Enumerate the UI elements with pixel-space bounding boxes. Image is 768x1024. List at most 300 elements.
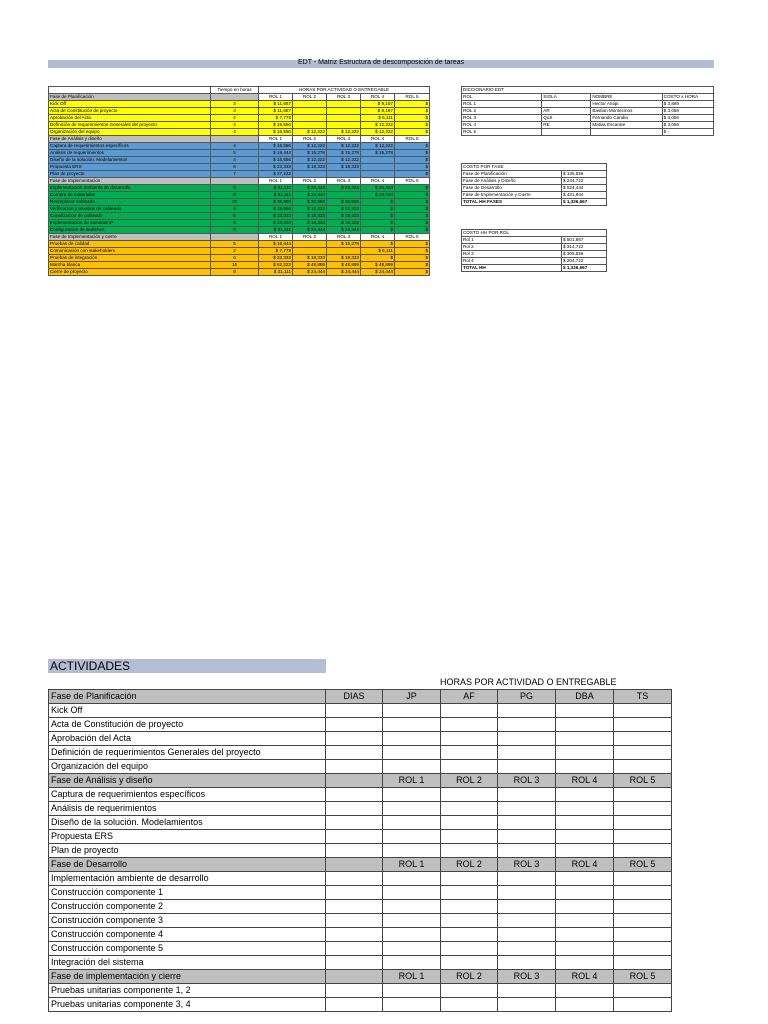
edt-role-header: ROL 2 bbox=[293, 234, 327, 241]
actividades-cell bbox=[383, 900, 441, 914]
edt-task-row bbox=[49, 220, 430, 227]
edt-cost-cell: $ bbox=[395, 143, 430, 150]
costo_fase-label: Fase de Análisis y Diseño bbox=[462, 178, 562, 185]
actividades-cell bbox=[326, 704, 383, 718]
actividades-cell bbox=[326, 998, 383, 1012]
actividades-role-header: ROL 2 bbox=[441, 858, 498, 872]
actividades-cell bbox=[441, 704, 498, 718]
actividades-cell bbox=[326, 774, 383, 788]
actividades-role-header: ROL 4 bbox=[556, 858, 614, 872]
edt-role-header: ROL 3 bbox=[327, 178, 361, 185]
actividades-role-header: ROL 2 bbox=[441, 970, 498, 984]
edt-task-hours: 2 bbox=[211, 248, 259, 255]
edt-cost-cell: $ 27,222 bbox=[259, 171, 293, 178]
actividades-row bbox=[49, 886, 672, 900]
actividades-task-name: Aprobación del Acta bbox=[49, 732, 326, 746]
edt-cost-cell: $ bbox=[395, 213, 430, 220]
edt-task-hours: 2 bbox=[211, 115, 259, 122]
actividades-row bbox=[49, 998, 672, 1012]
edt-role-header: ROL 5 bbox=[395, 136, 430, 143]
edt-task-hours: 7 bbox=[211, 171, 259, 178]
actividades-cell bbox=[614, 956, 672, 970]
edt-phase-name: Fase de Análisis y diseño bbox=[49, 136, 211, 143]
edt-task-hours: 8 bbox=[211, 269, 259, 276]
actividades-row bbox=[49, 830, 672, 844]
actividades-task-name: Construcción componente 2 bbox=[49, 900, 326, 914]
edt-cost-cell: $ 15,556 bbox=[259, 143, 293, 150]
edt-cost-cell: $ 12,222 bbox=[327, 129, 361, 136]
edt-cost-cell: $ bbox=[395, 206, 430, 213]
actividades-cell bbox=[498, 788, 556, 802]
edt-task-row bbox=[49, 269, 430, 276]
edt-matrix-table bbox=[48, 86, 430, 276]
diccionario-sigla bbox=[542, 129, 591, 136]
actividades-task-name: Organización del equipo bbox=[49, 760, 326, 774]
actividades-cell bbox=[614, 718, 672, 732]
actividades-row bbox=[49, 928, 672, 942]
edt-task-row bbox=[49, 143, 430, 150]
actividades-cell bbox=[498, 886, 556, 900]
edt-cost-cell: $ 24,444 bbox=[293, 227, 327, 234]
edt-task-name: Kick Off bbox=[49, 101, 211, 108]
diccionario-costo: $ - bbox=[662, 129, 713, 136]
actividades-row bbox=[49, 942, 672, 956]
edt-cost-cell: $ 18,333 bbox=[293, 164, 327, 171]
actividades-cell bbox=[556, 830, 614, 844]
edt-task-row bbox=[49, 164, 430, 171]
actividades-cell bbox=[383, 746, 441, 760]
edt-header-row bbox=[49, 87, 430, 94]
edt-cost-cell: $ 48,889 bbox=[361, 262, 395, 269]
actividades-cell bbox=[614, 914, 672, 928]
edt-phase-row bbox=[49, 136, 430, 143]
actividades-cell bbox=[614, 732, 672, 746]
edt-task-hours: 6 bbox=[211, 220, 259, 227]
edt-phase-row bbox=[49, 234, 430, 241]
edt-task-row bbox=[49, 262, 430, 269]
edt-task-name: Acta de Constitución de proyecto bbox=[49, 108, 211, 115]
edt-task-row bbox=[49, 199, 430, 206]
actividades-cell bbox=[383, 760, 441, 774]
edt-cost-cell: $ 24,444 bbox=[361, 192, 395, 199]
edt-task-name: Plan de proyecto bbox=[49, 171, 211, 178]
edt-role-header: ROL 2 bbox=[293, 94, 327, 101]
edt-task-hours: 3 bbox=[211, 101, 259, 108]
edt-cost-cell: $ 24,444 bbox=[327, 227, 361, 234]
edt-role-header: ROL 4 bbox=[361, 234, 395, 241]
actividades-cell bbox=[441, 914, 498, 928]
edt-cost-cell: $ 12,222 bbox=[361, 122, 395, 129]
actividades-cell bbox=[326, 928, 383, 942]
edt-cost-cell: $ 7,778 bbox=[259, 115, 293, 122]
edt-phase-name: Fase de Implementacion bbox=[49, 178, 211, 185]
edt-cost-cell: $ 30,556 bbox=[327, 199, 361, 206]
diccionario-row bbox=[462, 129, 714, 136]
edt-cost-cell: $ 9,167 bbox=[361, 108, 395, 115]
actividades-cell bbox=[326, 914, 383, 928]
costo_rol-value: $ 204,722 bbox=[562, 258, 607, 265]
actividades-cell bbox=[614, 872, 672, 886]
edt-cost-cell: $ bbox=[395, 248, 430, 255]
actividades-cell bbox=[441, 886, 498, 900]
edt-cost-cell: $ 18,333 bbox=[327, 255, 361, 262]
edt-cost-cell: $ bbox=[395, 157, 430, 164]
edt-cost-cell: $ 12,222 bbox=[293, 143, 327, 150]
actividades-cell bbox=[383, 704, 441, 718]
edt-role-header: ROL 5 bbox=[395, 178, 430, 185]
actividades-row bbox=[49, 718, 672, 732]
diccionario-row bbox=[462, 115, 714, 122]
costo_fase-value: $ 135,556 bbox=[562, 171, 607, 178]
actividades-cell bbox=[614, 998, 672, 1012]
actividades-cell bbox=[498, 746, 556, 760]
edt-task-row bbox=[49, 213, 430, 220]
diccionario-rol: ROL 3 bbox=[462, 115, 542, 122]
actividades-cell bbox=[614, 704, 672, 718]
edt-cost-cell: $ bbox=[395, 115, 430, 122]
edt-cost-cell bbox=[327, 108, 361, 115]
actividades-cell bbox=[441, 802, 498, 816]
edt-task-hours: 4 bbox=[211, 157, 259, 164]
actividades-task-name: Pruebas unitarias componente 3, 4 bbox=[49, 998, 326, 1012]
actividades-task-name: Acta de Constitución de proyecto bbox=[49, 718, 326, 732]
edt-cost-cell: $ 12,222 bbox=[361, 143, 395, 150]
diccionario-nombre: Hector Antipi bbox=[591, 101, 662, 108]
actividades-cell bbox=[614, 788, 672, 802]
actividades-cell bbox=[326, 760, 383, 774]
actividades-horas-header: HORAS POR ACTIVIDAD O ENTREGABLE bbox=[440, 677, 617, 687]
actividades-cell bbox=[614, 802, 672, 816]
actividades-role-header: ROL 5 bbox=[614, 858, 672, 872]
edt-task-name: Análisis de requerimientos bbox=[49, 150, 211, 157]
actividades-cell bbox=[383, 942, 441, 956]
actividades-task-name: Plan de proyecto bbox=[49, 844, 326, 858]
costo-por-fase-table bbox=[461, 163, 607, 206]
costo_rol-total-row bbox=[462, 265, 607, 272]
diccionario-costo: $ 3,889 bbox=[662, 101, 713, 108]
actividades-cell bbox=[498, 914, 556, 928]
actividades-role-header: ROL 5 bbox=[614, 774, 672, 788]
actividades-phase-row bbox=[49, 774, 672, 788]
costo_fase-label: Fase de Desarrollo bbox=[462, 185, 562, 192]
edt-role-header: ROL 3 bbox=[327, 234, 361, 241]
actividades-cell bbox=[498, 872, 556, 886]
actividades-cell bbox=[556, 718, 614, 732]
diccionario-header: NOMBRE bbox=[591, 94, 662, 101]
actividades-row bbox=[49, 956, 672, 970]
diccionario-rol: ROL 4 bbox=[462, 122, 542, 129]
actividades-row bbox=[49, 900, 672, 914]
costo_rol-row bbox=[462, 237, 607, 244]
actividades-task-name: Análisis de requerimientos bbox=[49, 802, 326, 816]
edt-task-hours: 6 bbox=[211, 164, 259, 171]
diccionario-costo: $ 3,056 bbox=[662, 115, 713, 122]
edt-cost-cell: $ 31,111 bbox=[259, 192, 293, 199]
edt-task-name: Pruebas de integración bbox=[49, 255, 211, 262]
actividades-row bbox=[49, 872, 672, 886]
actividades-task-name: Construcción componente 4 bbox=[49, 928, 326, 942]
actividades-cell bbox=[498, 732, 556, 746]
actividades-row bbox=[49, 816, 672, 830]
edt-phase-cell bbox=[211, 136, 259, 143]
edt-cost-cell: $ bbox=[395, 269, 430, 276]
edt-cost-cell: $ 11,667 bbox=[259, 108, 293, 115]
edt-task-hours: 4 bbox=[211, 129, 259, 136]
edt-task-name: Compra de materiales bbox=[49, 192, 211, 199]
actividades-column-header: PG bbox=[498, 690, 556, 704]
actividades-cell bbox=[441, 788, 498, 802]
edt-cost-cell: $ bbox=[361, 220, 395, 227]
edt-cost-cell: $ 7,778 bbox=[259, 248, 293, 255]
diccionario-edt-table bbox=[461, 86, 714, 136]
actividades-cell bbox=[498, 942, 556, 956]
edt-role-header: ROL 2 bbox=[293, 178, 327, 185]
costo_rol-value: $ 305,556 bbox=[562, 251, 607, 258]
actividades-cell bbox=[441, 816, 498, 830]
edt-cost-cell: $ 6,111 bbox=[361, 115, 395, 122]
edt-cost-cell: $ 18,333 bbox=[293, 213, 327, 220]
edt-task-hours: 8 bbox=[211, 192, 259, 199]
actividades-cell bbox=[498, 718, 556, 732]
actividades-cell bbox=[326, 956, 383, 970]
edt-cost-cell: $ 62,222 bbox=[259, 262, 293, 269]
actividades-phase-name: Fase de Planificación bbox=[49, 690, 326, 704]
edt-cost-cell: $ 48,889 bbox=[327, 262, 361, 269]
edt-role-header: ROL 1 bbox=[259, 136, 293, 143]
actividades-cell bbox=[614, 928, 672, 942]
costo_fase-total-value: $ 1,326,667 bbox=[562, 199, 607, 206]
edt-cost-cell: $ 15,278 bbox=[293, 150, 327, 157]
actividades-cell bbox=[556, 788, 614, 802]
actividades-task-name: Kick Off bbox=[49, 704, 326, 718]
edt-cost-cell: $ bbox=[361, 241, 395, 248]
edt-cost-cell: $ bbox=[395, 150, 430, 157]
edt-task-row bbox=[49, 248, 430, 255]
diccionario-nombre: Matias Escarate bbox=[591, 122, 662, 129]
actividades-cell bbox=[556, 802, 614, 816]
edt-phase-name: Fase de Planificación bbox=[49, 94, 211, 101]
actividades-row bbox=[49, 914, 672, 928]
actividades-cell bbox=[498, 830, 556, 844]
edt-task-row bbox=[49, 206, 430, 213]
actividades-cell bbox=[441, 942, 498, 956]
edt-task-row bbox=[49, 227, 430, 234]
actividades-cell bbox=[441, 956, 498, 970]
actividades-phase-row bbox=[49, 970, 672, 984]
diccionario-sigla: RE bbox=[542, 122, 591, 129]
edt-cost-cell: $ 38,889 bbox=[259, 199, 293, 206]
actividades-cell bbox=[326, 942, 383, 956]
edt-task-name: Configuracion de Switches bbox=[49, 227, 211, 234]
costo_fase-total-row bbox=[462, 199, 607, 206]
edt-cost-cell bbox=[327, 248, 361, 255]
edt-cost-cell: $ 15,556 bbox=[259, 129, 293, 136]
edt-task-hours: 10 bbox=[211, 199, 259, 206]
actividades-cell bbox=[498, 802, 556, 816]
actividades-cell bbox=[614, 886, 672, 900]
actividades-cell bbox=[498, 704, 556, 718]
edt-horas-header: HORAS POR ACTIVIDAD O ENTREGABLE bbox=[259, 87, 430, 94]
actividades-cell bbox=[383, 998, 441, 1012]
edt-task-name: Comunicación con stakeholders bbox=[49, 248, 211, 255]
actividades-row bbox=[49, 746, 672, 760]
actividades-column-header: DBA bbox=[556, 690, 614, 704]
actividades-cell bbox=[614, 816, 672, 830]
costo_fase-total-label: TOTAL HH FASES bbox=[462, 199, 562, 206]
actividades-cell bbox=[441, 760, 498, 774]
edt-blank-cell bbox=[49, 87, 211, 94]
actividades-role-header: ROL 1 bbox=[383, 970, 441, 984]
actividades-cell bbox=[556, 732, 614, 746]
edt-cost-cell: $ bbox=[361, 227, 395, 234]
actividades-phase-name: Fase de implementación y cierre bbox=[49, 970, 326, 984]
actividades-cell bbox=[556, 914, 614, 928]
actividades-cell bbox=[556, 928, 614, 942]
actividades-cell bbox=[556, 956, 614, 970]
edt-cost-cell: $ 15,556 bbox=[259, 157, 293, 164]
edt-task-hours: 4 bbox=[211, 143, 259, 150]
diccionario-title: DICCIONARIO EDT bbox=[462, 87, 714, 94]
actividades-role-header: ROL 5 bbox=[614, 970, 672, 984]
edt-cost-cell bbox=[327, 122, 361, 129]
edt-task-name: Implementación ambiente de desarrollo bbox=[49, 185, 211, 192]
actividades-cell bbox=[326, 830, 383, 844]
actividades-cell bbox=[498, 998, 556, 1012]
actividades-cell bbox=[383, 928, 441, 942]
costo_rol-title: COSTO HH POR ROL bbox=[462, 230, 607, 237]
costo_rol-total-label: TOTAL HH bbox=[462, 265, 562, 272]
edt-cost-cell: $ 18,333 bbox=[293, 255, 327, 262]
actividades-cell bbox=[441, 830, 498, 844]
actividades-task-name: Propuesta ERS bbox=[49, 830, 326, 844]
edt-cost-cell: $ 31,111 bbox=[259, 185, 293, 192]
actividades-task-name: Implementación ambiente de desarrollo bbox=[49, 872, 326, 886]
actividades-cell bbox=[498, 900, 556, 914]
actividades-cell bbox=[383, 984, 441, 998]
edt-task-hours: 6 bbox=[211, 213, 259, 220]
actividades-cell bbox=[383, 816, 441, 830]
edt-role-header: ROL 3 bbox=[327, 94, 361, 101]
actividades-task-name: Integración del sistema bbox=[49, 956, 326, 970]
actividades-phase-name: Fase de Análisis y diseño bbox=[49, 774, 326, 788]
actividades-column-header: JP bbox=[383, 690, 441, 704]
edt-cost-cell: $ bbox=[395, 171, 430, 178]
edt-task-hours: 8 bbox=[211, 227, 259, 234]
diccionario-row bbox=[462, 108, 714, 115]
edt-cost-cell: $ bbox=[395, 185, 430, 192]
actividades-cell bbox=[441, 872, 498, 886]
actividades-cell bbox=[614, 760, 672, 774]
actividades-cell bbox=[441, 928, 498, 942]
costo_fase-row bbox=[462, 171, 607, 178]
edt-cost-cell: $ 24,444 bbox=[361, 185, 395, 192]
edt-task-hours: 16 bbox=[211, 262, 259, 269]
edt-cost-cell: $ bbox=[395, 101, 430, 108]
edt-task-name: Organización del equipo bbox=[49, 129, 211, 136]
edt-cost-cell: $ 12,222 bbox=[327, 143, 361, 150]
actividades-cell bbox=[383, 830, 441, 844]
actividades-column-header: TS bbox=[614, 690, 672, 704]
actividades-role-header: ROL 4 bbox=[556, 774, 614, 788]
actividades-cell bbox=[498, 956, 556, 970]
actividades-title: ACTIVIDADES bbox=[50, 659, 131, 673]
actividades-row bbox=[49, 844, 672, 858]
edt-cost-cell: $ 24,444 bbox=[293, 269, 327, 276]
edt-cost-cell: $ bbox=[395, 199, 430, 206]
actividades-cell bbox=[383, 802, 441, 816]
edt-task-row bbox=[49, 150, 430, 157]
diccionario-row bbox=[462, 122, 714, 129]
costo_fase-row bbox=[462, 185, 607, 192]
actividades-cell bbox=[441, 900, 498, 914]
actividades-cell bbox=[326, 886, 383, 900]
edt-task-row bbox=[49, 185, 430, 192]
edt-task-hours: 3 bbox=[211, 108, 259, 115]
edt-cost-cell: $ bbox=[395, 255, 430, 262]
diccionario-rol: ROL 2 bbox=[462, 108, 542, 115]
edt-cost-cell: $ 19,444 bbox=[259, 241, 293, 248]
edt-cost-cell: $ 23,333 bbox=[259, 255, 293, 262]
actividades-cell bbox=[556, 998, 614, 1012]
edt-cost-cell: $ bbox=[395, 220, 430, 227]
diccionario-header: COSTO x HORA bbox=[662, 94, 713, 101]
diccionario-sigla: AR bbox=[542, 108, 591, 115]
edt-cost-cell: $ bbox=[395, 129, 430, 136]
edt-cost-cell: $ 11,667 bbox=[259, 101, 293, 108]
actividades-row bbox=[49, 704, 672, 718]
edt-cost-cell bbox=[293, 241, 327, 248]
actividades-cell bbox=[498, 844, 556, 858]
actividades-cell bbox=[614, 830, 672, 844]
edt-cost-cell: $ 31,111 bbox=[259, 227, 293, 234]
edt-cost-cell: $ 15,278 bbox=[361, 150, 395, 157]
edt-cost-cell: $ 48,889 bbox=[293, 262, 327, 269]
edt-cost-cell: $ 30,556 bbox=[293, 199, 327, 206]
edt-task-hours: 6 bbox=[211, 255, 259, 262]
costo_rol-label: Rol 3 bbox=[462, 251, 562, 258]
actividades-cell bbox=[441, 718, 498, 732]
costo_rol-row bbox=[462, 258, 607, 265]
costo_rol-row bbox=[462, 244, 607, 251]
edt-task-row bbox=[49, 255, 430, 262]
edt-cost-cell: $ bbox=[395, 241, 430, 248]
edt-title: EDT - Matriz Estructura de descomposición de tareas bbox=[298, 59, 464, 66]
costo_fase-label: Fase de Planificación bbox=[462, 171, 562, 178]
edt-cost-cell bbox=[293, 108, 327, 115]
edt-task-hours: 5 bbox=[211, 150, 259, 157]
edt-role-header: ROL 3 bbox=[327, 136, 361, 143]
diccionario-header: ROL bbox=[462, 94, 542, 101]
edt-task-name: Implementacion de camaras IP bbox=[49, 220, 211, 227]
edt-phase-row bbox=[49, 94, 430, 101]
actividades-cell bbox=[383, 788, 441, 802]
actividades-cell bbox=[556, 760, 614, 774]
edt-cost-cell: $ bbox=[361, 213, 395, 220]
diccionario-row bbox=[462, 101, 714, 108]
costo_rol-row bbox=[462, 251, 607, 258]
edt-cost-cell: $ 18,333 bbox=[327, 164, 361, 171]
actividades-cell bbox=[441, 984, 498, 998]
edt-phase-name: Fase de Implementación y cierre bbox=[49, 234, 211, 241]
edt-cost-cell: $ bbox=[395, 164, 430, 171]
edt-phase-cell bbox=[211, 178, 259, 185]
actividades-role-header: ROL 3 bbox=[498, 858, 556, 872]
actividades-cell bbox=[556, 816, 614, 830]
costo_fase-row bbox=[462, 192, 607, 199]
diccionario-rol: ROL 5 bbox=[462, 129, 542, 136]
edt-cost-cell: $ 12,222 bbox=[361, 129, 395, 136]
edt-cost-cell: $ 24,444 bbox=[293, 192, 327, 199]
